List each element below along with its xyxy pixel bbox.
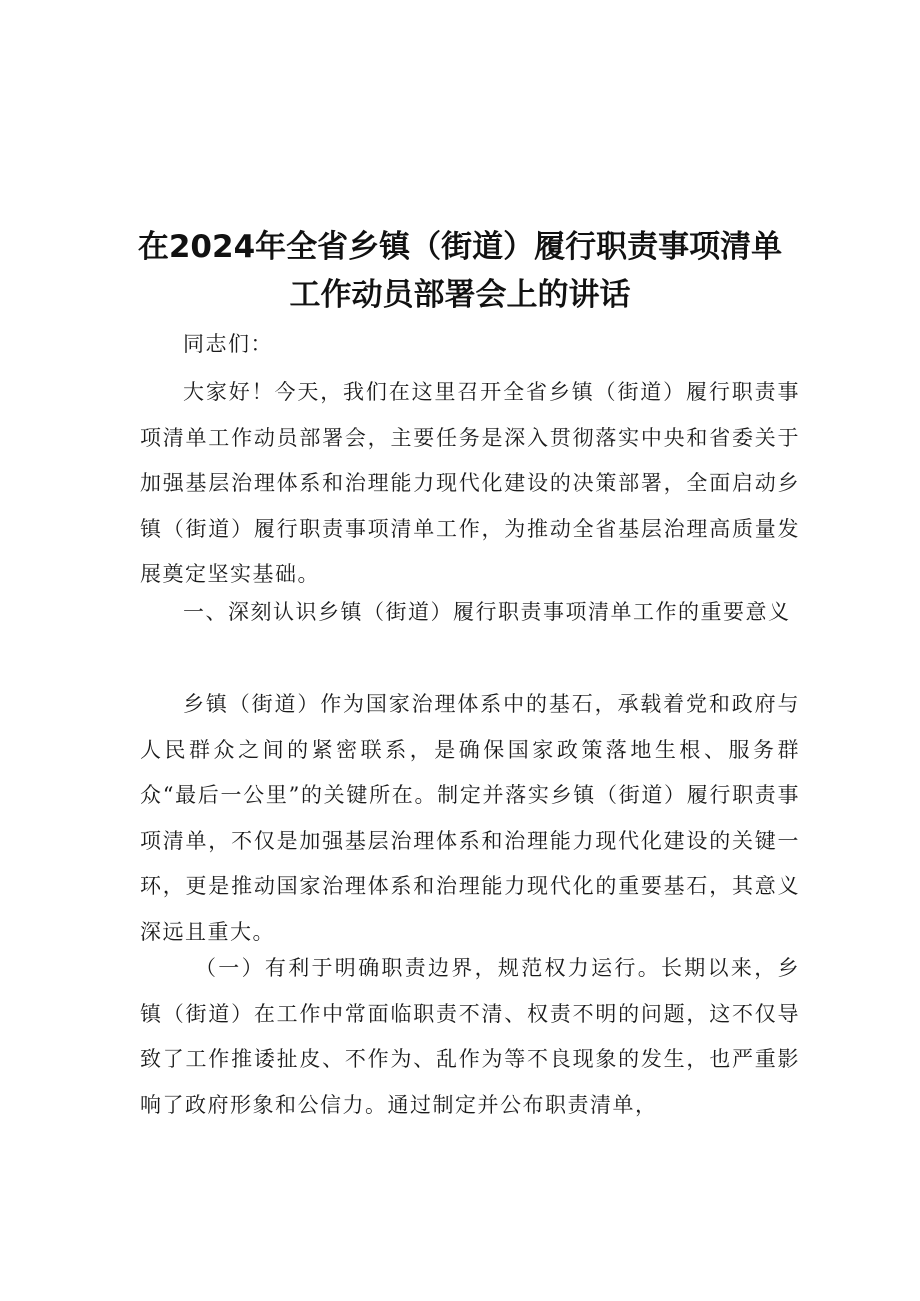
document-title-line-2: 工作动员部署会上的讲话: [289, 277, 631, 313]
paragraph-significance: 乡镇（街道）作为国家治理体系中的基石，承载着党和政府与人民群众之间的紧密联系，是确保国家政策落地生根、服务群众“最后一公里”的关键所在。制定并落实乡镇（街道）履行职责事项清单，不仅是加强基层治理体系和治理能力现代化建设的关键一环，更是推动国家治理体系和治理能力现代化的重要基石，其意义深远且重大。: [140, 692, 800, 944]
greeting: 同志们：: [183, 332, 273, 356]
paragraph-opening: 大家好！今天，我们在这里召开全省乡镇（街道）履行职责事项清单工作动员部署会，主要任务是深入贯彻落实中央和省委关于加强基层治理体系和治理能力现代化建设的决策部署，全面启动乡镇（街道）履行职责事项清单工作，为推动全省基层治理高质量发展奠定坚实基础。: [140, 380, 800, 587]
paragraph-subpoint-1: （一）有利于明确职责边界，规范权力运行。长期以来，乡镇（街道）在工作中常面临职责不清、权责不明的问题，这不仅导致了工作推诿扯皮、不作为、乱作为等不良现象的发生，也严重影响了政府形象和公信力。通过制定并公布职责清单，: [140, 956, 800, 1117]
section-heading-1: 一、深刻认识乡镇（街道）履行职责事项清单工作的重要意义: [183, 600, 791, 624]
document-title-line-1: 在2024年全省乡镇（街道）履行职责事项清单: [137, 229, 783, 265]
